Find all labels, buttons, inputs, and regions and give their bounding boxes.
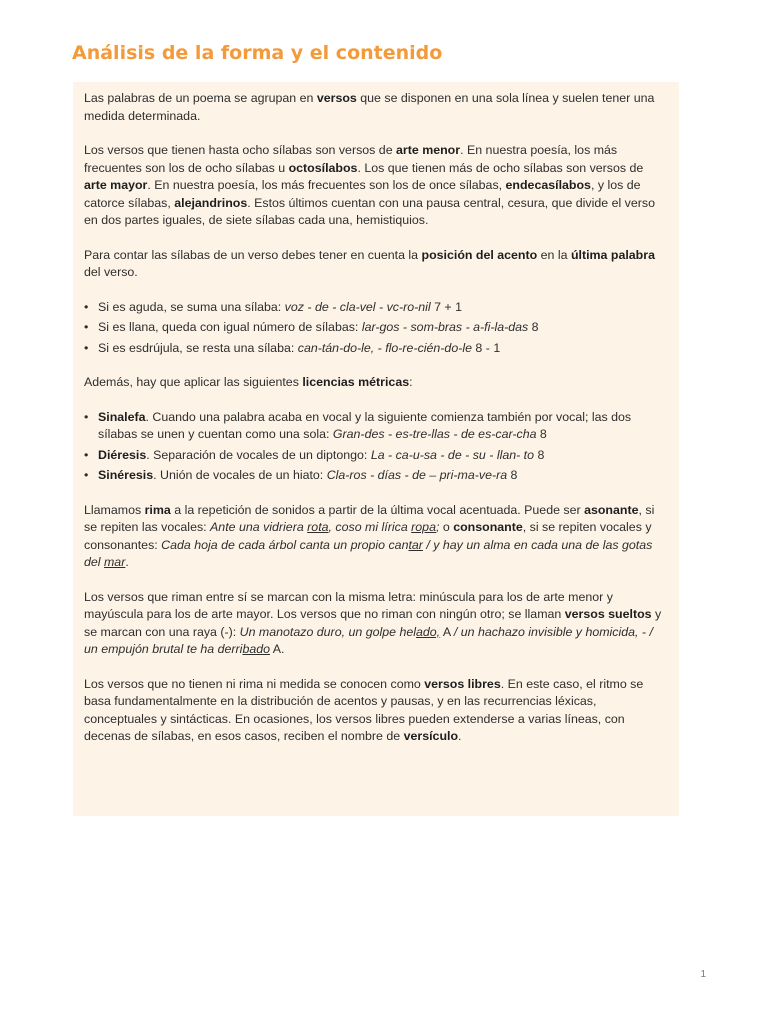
list-acento [84,299,669,358]
text: / un hachazo invisible y homicida, - / un empujón brutal te ha derri [84,624,653,656]
example: lar-gos - som-bras - a-fi-la-das [361,320,529,334]
count: 8 [534,447,545,462]
underlined: bado [242,642,271,656]
list-item [84,409,669,444]
text: , si se repiten vocales y consonantes: [84,520,652,552]
text: Cada hoja de cada árbol canta un propio can [161,537,409,552]
term-posicion-acento: posición del acento [421,247,538,262]
example: voz - de - cla-vel - vc-ro-nil [284,299,431,314]
term-alejandrinos: alejandrinos [174,195,248,210]
count: 8 - 1 [471,340,501,355]
list-item [84,467,669,485]
text: . Cuando una palabra acaba en vocal y la siguiente comienza también por vocal; las dos sílabas se unen y cuentan como una sola: [98,409,632,441]
text: ; [435,520,440,534]
count: 8 [507,468,518,482]
term-versiculo: versículo [403,729,459,743]
example: Cla-ros - días - de – pri-ma-ve-ra [326,468,508,482]
content-box [73,82,679,816]
count: 8 [528,320,539,334]
text: . En este caso, el ritmo se basa fundamentalmente en la distribución de acentos y pausas, y en las recurrencias léxicas, conceptuales y sintácticas. En ocasiones, los versos libres pueden extenderse a varias líneas, con decenas de sílabas, en esos casos, reciben el nombre de [84,676,644,743]
text: , y los de catorce sílabas, [84,178,641,210]
count: 7 + 1 [430,299,462,314]
text: y se marcan con una raya (-): [84,607,662,639]
paragraph-arte-menor-mayor [84,142,669,230]
text: . Unión de vocales de un hiato: [153,468,327,482]
text: Un manotazo duro, un golpe hel [239,624,416,639]
example-asonante [210,520,439,534]
text: Ante una vidriera [210,520,308,534]
page-number: 1 [700,969,706,980]
term-ultima-palabra: última palabra [570,247,655,262]
text: A. [270,642,285,656]
text: Los versos que riman entre sí se marcan con la misma letra: minúscula para los de arte menor y mayúscula para los de arte mayor. Los versos que no riman con ningún otro; se llaman [84,589,613,621]
paragraph-rima [84,502,669,572]
text: Si es llana, queda con igual número de sílabas: [98,320,362,334]
text: o [439,520,454,534]
paragraph-contar-silabas [84,247,669,282]
paragraph-versos-sueltos [84,589,669,659]
list-item [84,299,669,317]
underlined: ropa [411,520,436,534]
text: : [409,375,413,389]
term-endecasilabos: endecasílabos [505,178,591,192]
term: Sinalefa [98,409,146,424]
example: Gran-des - es-tre-llas - de es-car-cha [332,427,537,441]
term-licencias-metricas: licencias métricas [302,375,410,389]
term: Diéresis [98,447,147,462]
text: que se disponen en una sola línea y suelen tener una medida determinada. [84,91,655,123]
list-item [84,340,669,358]
term-arte-menor: arte menor [396,143,461,157]
example-consonante [84,538,652,570]
term-versos-libres: versos libres [424,676,501,691]
underlined: rota [307,520,329,534]
text: a la repetición de sonidos a partir de la última vocal acentuada. Puede ser [170,502,585,517]
text: / y hay un alma en cada una de las gotas del [84,537,653,569]
term-versos: versos [316,91,357,105]
list-licencias [84,409,669,485]
text: . Estos últimos cuentan con una pausa central, cesura, que divide el verso en dos partes iguales, de siete sílabas cada una, hemistiquios. [84,195,655,227]
term-rima: rima [144,502,171,517]
count: 8 [536,427,547,441]
example: can-tán-do-le, - flo-re-cién-do-le [297,340,472,355]
text: A [440,624,454,639]
text: Si es aguda, se suma una sílaba: [98,299,285,314]
text: . [458,729,462,743]
underlined: ado, [415,624,441,639]
text: Si es esdrújula, se resta una sílaba: [98,340,298,355]
list-item [84,447,669,465]
text: en la [537,247,571,262]
text: Los versos que no tienen ni rima ni medida se conocen como [84,676,425,691]
paragraph-versos [84,90,669,125]
term-consonante: consonante [453,520,523,534]
term: Sinéresis [98,468,154,482]
example-versos-sueltos [240,625,440,639]
term-versos-sueltos: versos sueltos [564,607,652,621]
page-title: Análisis de la forma y el contenido [72,42,443,64]
text: , si se repiten las vocales: [84,502,655,534]
text: . Los que tienen más de ocho sílabas son versos de [357,160,644,175]
text: Además, hay que aplicar las siguientes [84,375,303,389]
underlined: mar [103,555,126,569]
text: Las palabras de un poema se agrupan en [84,91,317,105]
text: . Separación de vocales de un diptongo: [146,447,371,462]
text: del verso. [84,265,138,279]
text: Para contar las sílabas de un verso debes tener en cuenta la [84,247,422,262]
text: Los versos que tienen hasta ocho sílabas son versos de [84,143,397,157]
paragraph-versos-libres [84,676,669,746]
example: La - ca-u-sa - de - su - llan- to [370,447,535,462]
underlined: tar [408,537,423,552]
text: . [125,555,129,569]
term-arte-mayor: arte mayor [84,178,148,192]
list-item [84,319,669,337]
text: Llamamos [84,502,145,517]
text: . En nuestra poesía, los más frecuentes son los de ocho sílabas u [84,143,618,175]
paragraph-licencias [84,374,669,392]
text: . En nuestra poesía, los más frecuentes son los de once sílabas, [147,178,506,192]
text: , coso mi lírica [328,520,412,534]
term-octosilabos: octosílabos [288,160,358,175]
term-asonante: asonante [584,502,639,517]
